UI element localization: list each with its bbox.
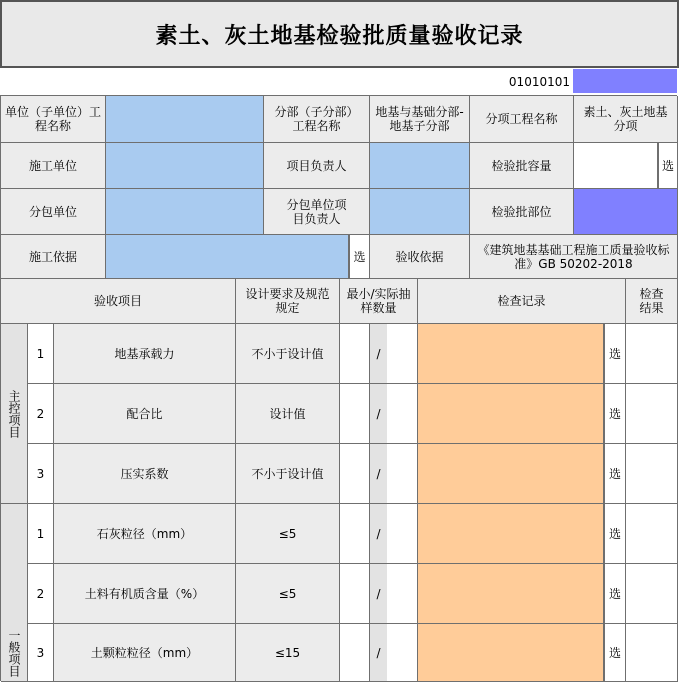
- item-requirement: ≤5: [236, 504, 340, 564]
- subitem-name-label: 分项工程名称: [470, 96, 574, 143]
- check-record-input[interactable]: [418, 564, 604, 624]
- check-result-input[interactable]: [626, 324, 678, 384]
- check-record-input[interactable]: [418, 324, 604, 384]
- check-record-select-button[interactable]: 选: [604, 324, 626, 384]
- construction-basis-select-button[interactable]: 选: [349, 235, 370, 279]
- item-name: 压实系数: [54, 444, 236, 504]
- construction-basis-label: 施工依据: [1, 235, 106, 279]
- acceptance-form-grid: [0, 95, 677, 681]
- sample-separator: /: [370, 504, 387, 564]
- item-name: 土料有机质含量（%）: [54, 564, 236, 624]
- check-record-select-button[interactable]: 选: [604, 444, 626, 504]
- check-result-input[interactable]: [626, 444, 678, 504]
- project-manager-input[interactable]: [370, 143, 470, 189]
- check-result-input[interactable]: [626, 564, 678, 624]
- batch-capacity-label: 检验批容量: [470, 143, 574, 189]
- unit-name-input[interactable]: [106, 96, 264, 143]
- item-requirement: 不小于设计值: [236, 324, 340, 384]
- sample-actual-input[interactable]: [387, 324, 418, 384]
- sample-minimum-input[interactable]: [340, 564, 370, 624]
- form-title: 素土、灰土地基检验批质量验收记录: [0, 0, 679, 68]
- item-number: 1: [28, 504, 54, 564]
- subcontract-manager-label: 分包单位项目负责人: [264, 189, 370, 235]
- division-name-value: 地基与基础分部-地基子分部: [370, 96, 470, 143]
- item-number: 3: [28, 624, 54, 682]
- check-record-input[interactable]: [418, 444, 604, 504]
- item-number: 2: [28, 564, 54, 624]
- sample-actual-input[interactable]: [387, 384, 418, 444]
- item-name: 地基承载力: [54, 324, 236, 384]
- item-number: 1: [28, 324, 54, 384]
- item-requirement: ≤15: [236, 624, 340, 682]
- check-record-select-button[interactable]: 选: [604, 504, 626, 564]
- column-header-requirement: 设计要求及规范规定: [236, 279, 340, 324]
- form-code-input[interactable]: [573, 69, 677, 93]
- construction-unit-label: 施工单位: [1, 143, 106, 189]
- sample-minimum-input[interactable]: [340, 324, 370, 384]
- sample-separator: /: [370, 444, 387, 504]
- column-header-sample: 最小/实际抽样数量: [340, 279, 418, 324]
- unit-name-label: 单位（子单位）工程名称: [1, 96, 106, 143]
- check-record-select-button[interactable]: 选: [604, 624, 626, 682]
- item-number: 3: [28, 444, 54, 504]
- subcontract-unit-label: 分包单位: [1, 189, 106, 235]
- sample-minimum-input[interactable]: [340, 504, 370, 564]
- column-header-item: 验收项目: [1, 279, 236, 324]
- subitem-name-value: 素土、灰土地基分项: [574, 96, 678, 143]
- item-name: 土颗粒粒径（mm）: [54, 624, 236, 682]
- division-name-label: 分部（子分部）工程名称: [264, 96, 370, 143]
- item-number: 2: [28, 384, 54, 444]
- check-record-input[interactable]: [418, 624, 604, 682]
- batch-capacity-input[interactable]: [574, 143, 658, 189]
- acceptance-basis-label: 验收依据: [370, 235, 470, 279]
- construction-basis-input[interactable]: [106, 235, 349, 279]
- column-header-result: 检查结果: [626, 279, 678, 324]
- check-record-select-button[interactable]: 选: [604, 564, 626, 624]
- sample-separator: /: [370, 564, 387, 624]
- sample-minimum-input[interactable]: [340, 444, 370, 504]
- sample-separator: /: [370, 624, 387, 682]
- sample-actual-input[interactable]: [387, 564, 418, 624]
- sample-minimum-input[interactable]: [340, 384, 370, 444]
- check-record-input[interactable]: [418, 384, 604, 444]
- batch-capacity-select-button[interactable]: 选: [658, 143, 678, 189]
- project-manager-label: 项目负责人: [264, 143, 370, 189]
- item-name: 石灰粒径（mm）: [54, 504, 236, 564]
- check-result-input[interactable]: [626, 504, 678, 564]
- group-main-control: 主控项目: [1, 324, 28, 504]
- check-result-input[interactable]: [626, 384, 678, 444]
- sample-actual-input[interactable]: [387, 624, 418, 682]
- item-requirement: ≤5: [236, 564, 340, 624]
- form-code: 01010101: [508, 75, 570, 89]
- sample-actual-input[interactable]: [387, 444, 418, 504]
- column-header-record: 检查记录: [418, 279, 626, 324]
- subcontract-unit-input[interactable]: [106, 189, 264, 235]
- sample-actual-input[interactable]: [387, 504, 418, 564]
- sample-separator: /: [370, 384, 387, 444]
- check-result-input[interactable]: [626, 624, 678, 682]
- item-requirement: 不小于设计值: [236, 444, 340, 504]
- acceptance-basis-value: 《建筑地基基础工程施工质量验收标准》GB 50202-2018: [470, 235, 678, 279]
- construction-unit-input[interactable]: [106, 143, 264, 189]
- batch-location-input[interactable]: [574, 189, 678, 235]
- sample-minimum-input[interactable]: [340, 624, 370, 682]
- subcontract-manager-input[interactable]: [370, 189, 470, 235]
- batch-location-label: 检验批部位: [470, 189, 574, 235]
- check-record-select-button[interactable]: 选: [604, 384, 626, 444]
- item-name: 配合比: [54, 384, 236, 444]
- group-general: 一般项目: [1, 504, 28, 682]
- sample-separator: /: [370, 324, 387, 384]
- check-record-input[interactable]: [418, 504, 604, 564]
- item-requirement: 设计值: [236, 384, 340, 444]
